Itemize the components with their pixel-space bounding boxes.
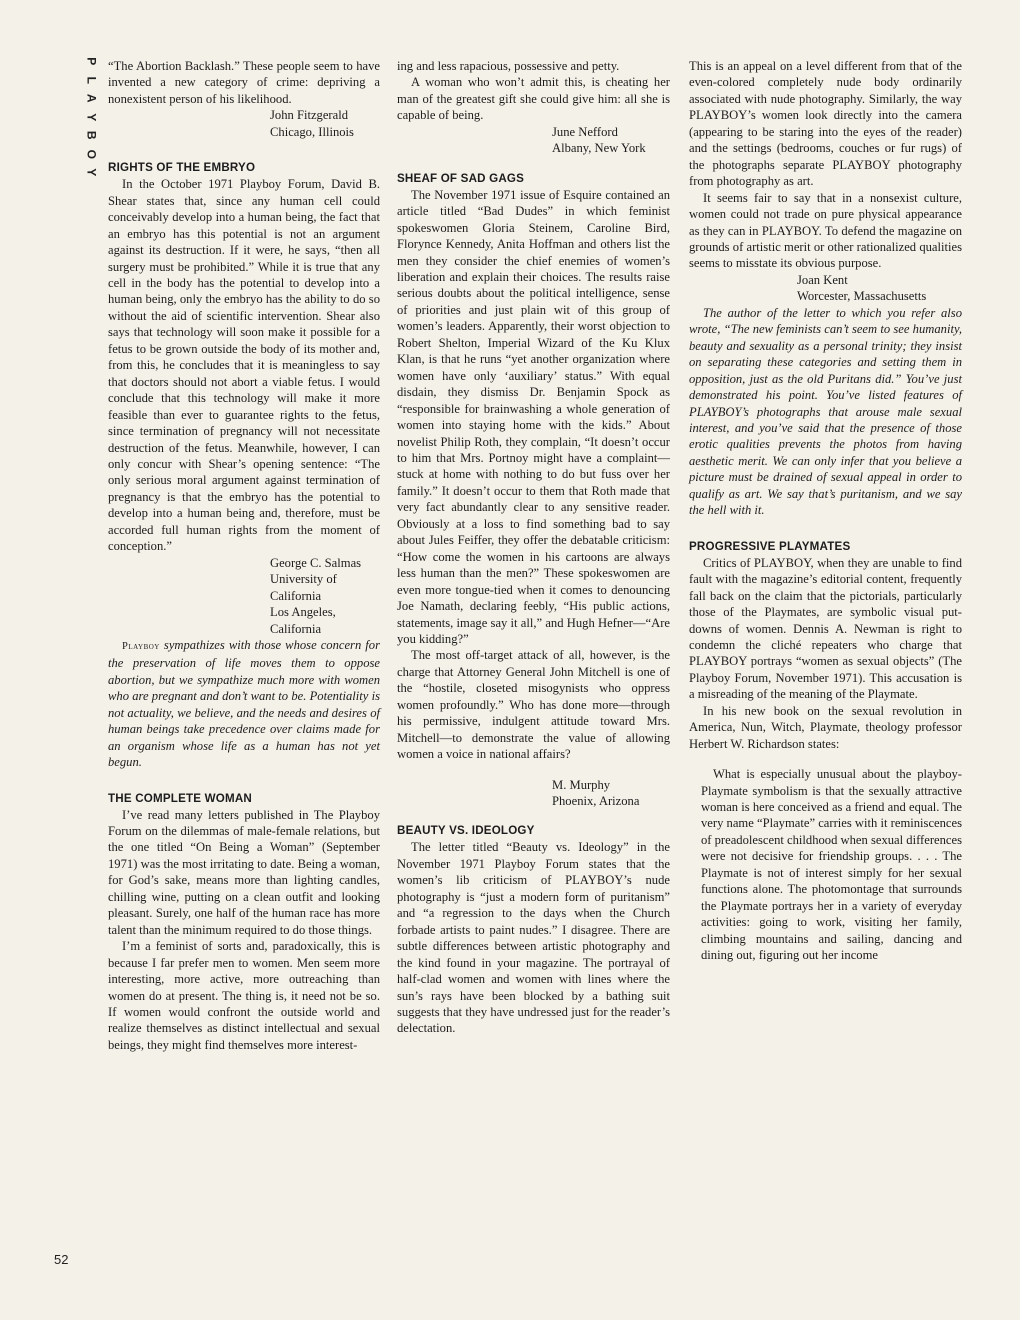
- section-heading: THE COMPLETE WOMAN: [108, 791, 253, 805]
- signature-name: Joan Kent: [797, 272, 848, 287]
- letter-paragraph: I’ve read many letters published in The Playboy Forum on the dilemmas of male-female relations, but the one titled “On Being a Woman” (September 1971) was the most irritating to date. Being a woman, for God’s sake, means more than lighting candles, chilling wine, putting on a clean outfit and looking pleasant. Surely, one half of the human race has more talent than the minimum required to do those things.: [108, 807, 380, 937]
- page-number: 52: [54, 1252, 69, 1267]
- signature: [397, 777, 670, 810]
- runner-letter: A: [84, 93, 99, 103]
- column-3: [689, 58, 962, 964]
- running-header: [84, 52, 98, 182]
- signature: [108, 555, 380, 637]
- letter-paragraph: Critics of PLAYBOY, when they are unable to find fault with the magazine’s editorial content, frequently fall back on the claim that the pictorials, particularly those of the Playmates, are symbolic visual put-downs of women. Dennis A. Newman is right to condemn the cliché repeaters who charge that PLAYBOY portrays “women as sexual objects” (The Playboy Forum, November 1971). This accusation is a misreading of the meaning of the Playmate.: [689, 555, 962, 702]
- signature-place: Los Angeles, California: [270, 605, 336, 636]
- column-2: [397, 58, 670, 1037]
- letter-paragraph: The most off-target attack of all, however, is the charge that Attorney General John Mitchell is one of the “hostile, closeted misogynists who oppress women profoundly.” Who has done more—through his permissive, indulgent attitude toward Mrs. Mitchell—to demonstrate the value of allowing women a voice in national affairs?: [397, 648, 670, 762]
- letter-paragraph: In the October 1971 Playboy Forum, David B. Shear states that, since any human cell could conceivably develop into a human being, the fact that an embryo has this potential is not an argument against its destruction. If it were, he says, “then all surgery must be prohibited.” While it is true that any cell in the body has the potential to develop into a human being, only the embryo has the ability to do so without the aid of scientific intervention. Shear also says that technology will soon make it possible for a fetus to be grown outside the body of its mother and, from this, he concludes that it is meaningless to say that doctors should not abort a viable fetus. I would conclude that this technology will make it more feasible than ever to guarantee rights to the fetus, since termination of pregnancy will not necessitate destruction of the fetus. Meanwhile, however, I can only concur with Shear’s opening sentence: “The only serious moral argument against termination of pregnancy is that the embryo has the potential to develop into a human being and, therefore, must be accorded full human rights from the moment of conception.”: [108, 177, 380, 554]
- signature: [689, 272, 962, 305]
- quote-text: What is especially unusual about the playboy-Playmate symbolism is that the sexually attractive woman is here conceived as a friend and equal. The very name “Playmate” carries with it reminiscences of preadolescent childhood when sexual differences were not decisive for friendship groups. . . . The Playmate is not of interest simply for her sexual functions alone. The photomontage that surrounds the Playmate portrays her in a variety of everyday activities: going to work, visiting her family, climbing mountains and sailing, dancing and dining out, figuring out her income: [701, 767, 962, 963]
- runner-letter: P: [84, 57, 99, 66]
- section-heading: RIGHTS OF THE EMBRYO: [108, 161, 256, 175]
- section-heading: PROGRESSIVE PLAYMATES: [689, 539, 851, 553]
- block-quote: [689, 766, 962, 963]
- letter-paragraph: In his new book on the sexual revolution in America, Nun, Witch, Playmate, theology professor Herbert W. Richardson states:: [689, 703, 962, 751]
- section-heading: SHEAF OF SAD GAGS: [397, 171, 525, 185]
- runner-letter: L: [84, 76, 99, 84]
- letter-paragraph: The November 1971 issue of Esquire contained an article titled “Bad Dudes” in which feminist spokeswomen Gloria Steinem, Caroline Bird, Florynce Kennedy, Anita Hoffman and others list the men they consider the chief enemies of women’s liberation and explain their choices. The results raise serious doubts about the political intelligence, sense of priorities and just plain wit of this group of women’s leaders. Apparently, their worst objection to Robert Shelton, Imperial Wizard of the Ku Klux Klan, is that he runs “yet another organization where women have only ‘auxiliary’ status.” With equal disdain, they dismiss Dr. Benjamin Spock as “responsible for brainwashing a whole generation of women into staying home with the kids.” About novelist Philip Roth, they complain, “It doesn’t occur to him that Mrs. Portnoy might have a complaint—stuck at home with nothing to do but fuss over her family.” It doesn’t occur to them that Roth made that very fact abundantly clear to any sensitive reader. Obviously at a loss to find something bad to say about Jules Feiffer, they offer the debatable criticism: “How come the women in his cartoons are always less human than the men?” These spokeswomen are even more tongue-tied when it comes to denouncing Joe Namath, declaring feebly, “His public actions, statements, image say it all,” and Hugh Hefner—“Are you kidding?”: [397, 187, 670, 646]
- column-1: [108, 58, 380, 1053]
- signature-place: Worcester, Massachusetts: [797, 289, 927, 304]
- signature: [108, 107, 380, 140]
- section-heading: BEAUTY VS. IDEOLOGY: [397, 824, 535, 838]
- letter-paragraph: The letter titled “Beauty vs. Ideology” in the November 1971 Playboy Forum states that the women’s lib criticism of PLAYBOY’s nude photography is “just a modern form of puritanism” and “a regression to the days when the Church forbade artists to paint nudes.” I disagree. There are subtle differences between artistic photography and the kind found in your magazine. The portrayal of half-clad women and women with lines where the sun’s rays have been blocked by a bathing suit suggests that they have undressed just for the reader’s delectation.: [397, 840, 670, 1036]
- editor-reply: [108, 637, 380, 771]
- signature-name: June Nefford: [552, 124, 618, 139]
- runner-letter: B: [84, 130, 99, 140]
- signature-org: University of California: [270, 572, 337, 603]
- signature-name: George C. Salmas: [270, 555, 362, 570]
- signature-name: John Fitzgerald: [270, 108, 348, 123]
- editor-reply: The author of the letter to which you refer also wrote, “The new feminists can’t seem to see humanity, beauty and sexuality as a personal trinity; they insist on separating these categories and setting them in opposition, just as the old Puritans did.” You’ve just demonstrated his point. You’ve listed features of PLAYBOY’s photographs that arouse male sexual interest, and you’ve said that the presence of those erotic qualities prevents the photos from having aesthetic merit. We can only infer that you believe a picture must be drained of sexual appeal in order to qualify as art. We say that’s puritanism, and we say the hell with it.: [689, 305, 962, 518]
- letter-paragraph: I’m a feminist of sorts and, paradoxically, this is because I far prefer men to women. Men seem more interesting, more active, more outreaching than women do at present. The thing is, it need not be so. If women would confront the outside world and realize themselves as distinct intellectual and sexual beings, they might find themselves more interest-: [108, 939, 380, 1052]
- runner-letter: Y: [84, 112, 99, 121]
- brand-name: Playboy: [122, 640, 160, 652]
- runner-letter: O: [84, 149, 99, 159]
- editor-reply-text: sympathizes with those whose concern for the preservation of life moves them to oppose abortion, but we sympathize much more with women who are pregnant and don’t want to be. Potentiality is not actuality, we believe, and the needs and desires of human beings take precedence over claims made for an organism whose life as a human has not yet begun.: [108, 637, 380, 770]
- letter-paragraph: It seems fair to say that in a nonsexist culture, women could not trade on pure physical appearance as they can in PLAYBOY. To defend the magazine on grounds of artistic merit or other rationalized qualities seems to misstate its obvious purpose.: [689, 190, 962, 271]
- runner-letter: Y: [84, 168, 99, 177]
- letter-continuation: ing and less rapacious, possessive and petty.: [397, 59, 620, 73]
- signature-place: Chicago, Illinois: [270, 124, 354, 139]
- signature: [397, 124, 670, 157]
- signature-place: Phoenix, Arizona: [552, 794, 640, 809]
- signature-name: M. Murphy: [552, 777, 611, 792]
- signature-place: Albany, New York: [552, 141, 646, 156]
- letter-paragraph: A woman who won’t admit this, is cheating her man of the greatest gift she could give him: all she is capable of being.: [397, 75, 670, 123]
- letter-continuation: “The Abortion Backlash.” These people seem to have invented a new category of crime: depriving a nonexistent person of his likelihood.: [108, 59, 380, 106]
- letter-continuation: This is an appeal on a level different from that of the even-colored completely nude body ordinarily associated with nude photography. Similarly, the way PLAYBOY’s women look directly into the camera (appearing to be staring into the eyes of the reader) and the settings (bedrooms, couches or fur rugs) of the photographs separate PLAYBOY photography from photography as art.: [689, 59, 962, 189]
